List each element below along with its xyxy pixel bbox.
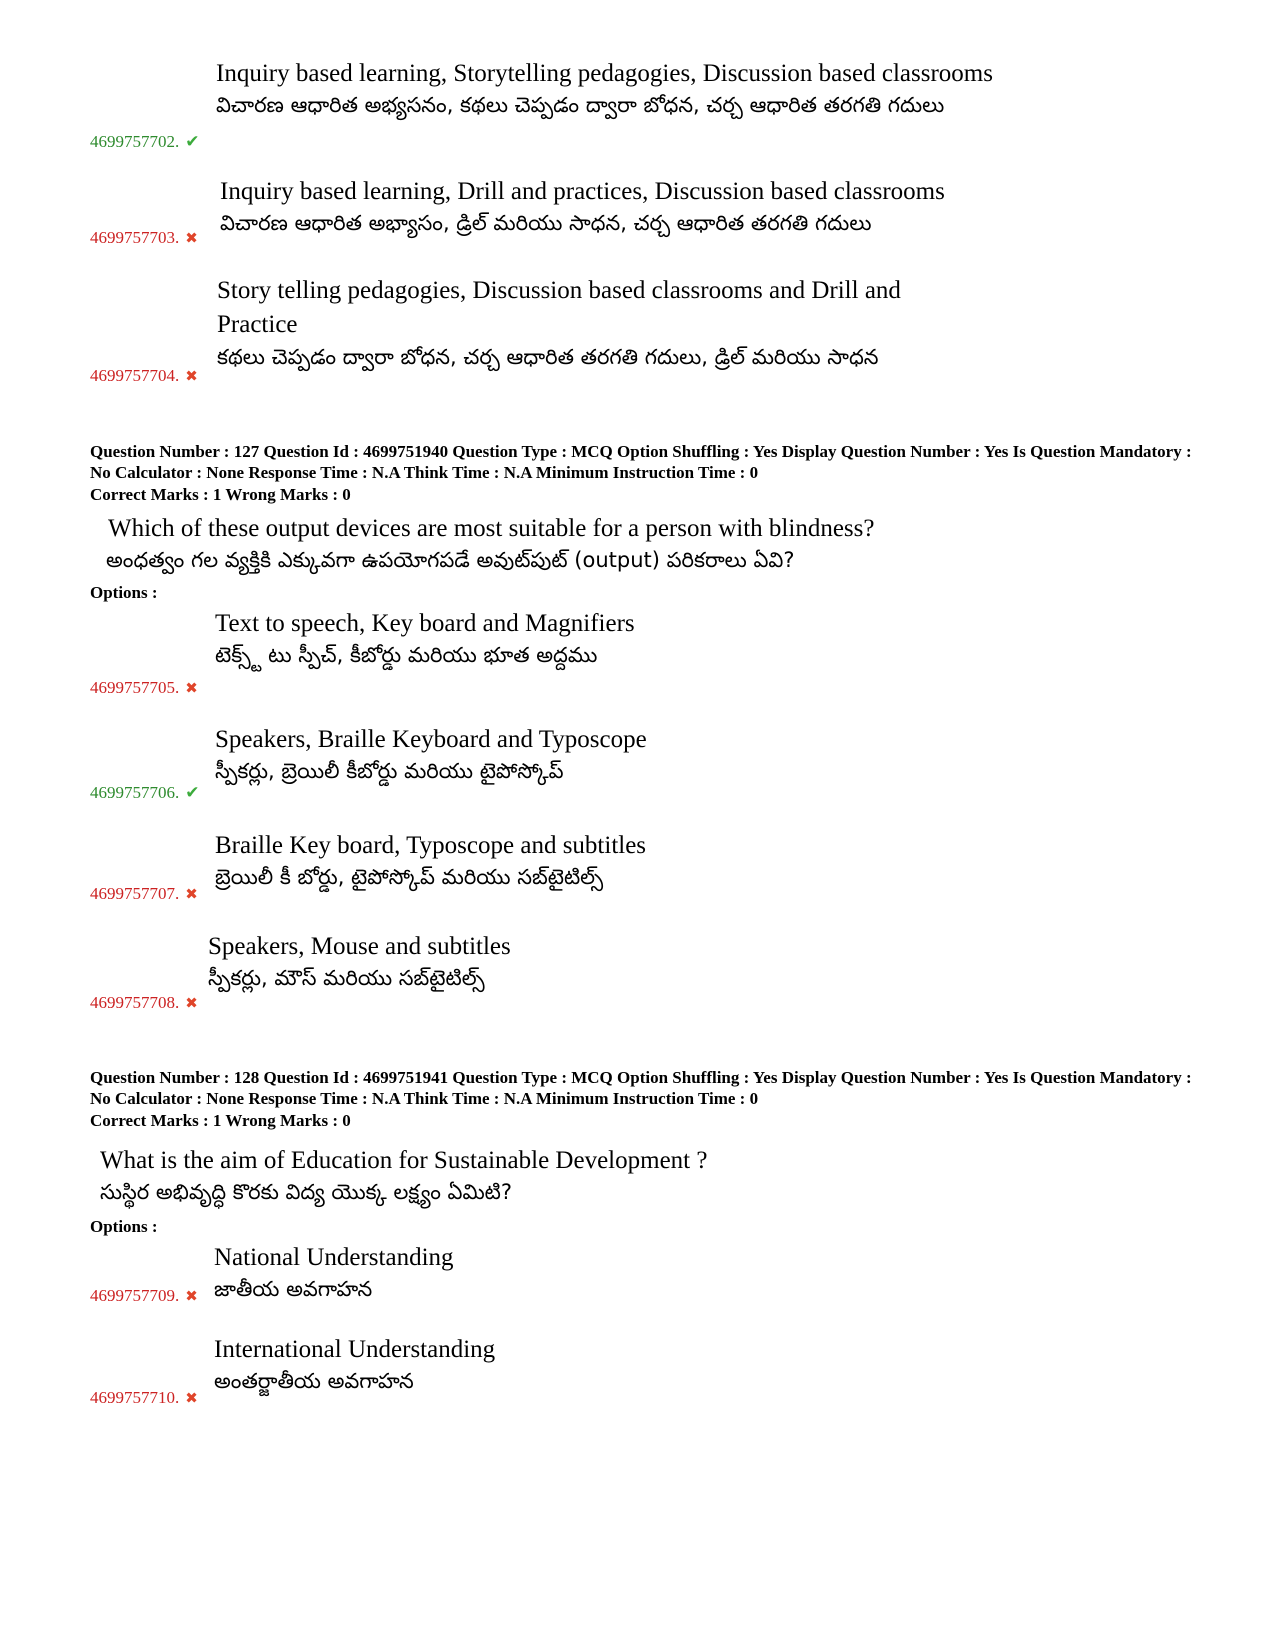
option-text-en: Story telling pedagogies, Discussion based classrooms and Drill and Practice (217, 277, 901, 338)
option-4699757703[interactable] (90, 176, 1190, 256)
option-text-en: Speakers, Braille Keyboard and Typoscope (215, 726, 647, 753)
cross-icon: ✖ (185, 996, 198, 1012)
option-text-en: International Understanding (214, 1336, 496, 1363)
question-text-te: అంధత్వం గల వ్యక్తికి ఎక్కువగా ఉపయోగపడే అవుట్‌పుట్ (output) పరికరాలు ఏవి? (106, 548, 795, 572)
option-4699757705[interactable] (90, 608, 1190, 698)
option-text-en: Braille Key board, Typoscope and subtitles (215, 832, 647, 859)
option-text (208, 931, 1088, 993)
option-text-te: కథలు చెప్పడం ద్వారా బోధన, చర్చ ఆధారిత తరగతి గదులు, డ్రిల్ మరియు సాధన (217, 345, 879, 369)
option-text (214, 1334, 1094, 1396)
question-text-te: సుస్థిర అభివృద్ధి కొరకు విద్య యొక్క లక్ష్యం ఏమిటి? (100, 1180, 513, 1204)
option-4699757706[interactable] (90, 724, 1190, 814)
option-4699757709[interactable] (90, 1242, 1190, 1322)
question-text (100, 1145, 1100, 1207)
option-text-te: బ్రెయిలీ కీ బోర్డు, టైపోస్కోప్ మరియు సబ్‌టైటిల్స్ (215, 865, 604, 889)
option-text (217, 274, 977, 372)
question-meta: Question Number : 127 Question Id : 4699751940 Question Type : MCQ Option Shuffling : Yes Display Question Number : Yes Is Question Mandatory : No Calculator : None Response Time : N.A Think Time : N.A Minimum Instruction Time : 0 (90, 442, 1192, 482)
question-text (108, 513, 1108, 575)
options-label: Options : (90, 583, 158, 602)
option-text (215, 608, 1095, 670)
option-id: 4699757702. ✔ (90, 132, 200, 151)
option-text (215, 724, 1095, 786)
options-label: Options : (90, 1217, 158, 1236)
option-text (220, 176, 1100, 238)
option-4699757704[interactable] (90, 274, 1190, 394)
option-id: 4699757704. ✖ (90, 366, 198, 385)
option-text-en: Inquiry based learning, Drill and practices, Discussion based classrooms (220, 178, 945, 205)
option-text-te: టెక్స్ట్ టు స్పీచ్, కీబోర్డు మరియు భూత అద్దము (215, 643, 598, 667)
cross-icon: ✖ (185, 1289, 198, 1305)
option-id: 4699757707. ✖ (90, 884, 198, 903)
option-text-en: Text to speech, Key board and Magnifiers (215, 610, 635, 637)
option-id: 4699757709. ✖ (90, 1286, 198, 1305)
cross-icon: ✖ (185, 369, 198, 385)
option-text-te: జాతీయ అవగాహన (214, 1277, 373, 1301)
option-text-te: స్పీకర్లు, బ్రెయిలీ కీబోర్డు మరియు టైపోస్కోప్ (215, 759, 564, 783)
option-text-en: National Understanding (214, 1244, 454, 1271)
option-text-te: స్పీకర్లు, మౌస్ మరియు సబ్‌టైటిల్స్ (208, 966, 485, 990)
option-text-en: Inquiry based learning, Storytelling pedagogies, Discussion based classrooms (216, 60, 993, 87)
cross-icon: ✖ (185, 1391, 198, 1407)
option-id: 4699757708. ✖ (90, 993, 198, 1012)
option-id: 4699757705. ✖ (90, 678, 198, 697)
option-text (216, 58, 1096, 120)
question-marks: Correct Marks : 1 Wrong Marks : 0 (90, 1111, 351, 1130)
option-id: 4699757703. ✖ (90, 228, 198, 247)
option-text (215, 830, 1095, 892)
question-meta: Question Number : 128 Question Id : 4699751941 Question Type : MCQ Option Shuffling : Yes Display Question Number : Yes Is Question Mandatory : No Calculator : None Response Time : N.A Think Time : N.A Minimum Instruction Time : 0 (90, 1068, 1192, 1108)
option-4699757710[interactable] (90, 1334, 1190, 1424)
question-text-en: Which of these output devices are most suitable for a person with blindness? (108, 515, 875, 542)
cross-icon: ✖ (185, 681, 198, 697)
option-text-te: విచారణ ఆధారిత అభ్యాసం, డ్రిల్ మరియు సాధన, చర్చ ఆధారిత తరగతి గదులు (220, 211, 872, 235)
option-id: 4699757710. ✖ (90, 1388, 198, 1407)
question-marks: Correct Marks : 1 Wrong Marks : 0 (90, 485, 351, 504)
option-4699757708[interactable] (90, 931, 1190, 1021)
option-id: 4699757706. ✔ (90, 783, 200, 802)
option-4699757707[interactable] (90, 830, 1190, 920)
question-text-en: What is the aim of Education for Sustainable Development ? (100, 1147, 708, 1174)
cross-icon: ✖ (185, 231, 198, 247)
option-text-te: అంతర్జాతీయ అవగాహన (214, 1369, 414, 1393)
option-text-en: Speakers, Mouse and subtitles (208, 933, 511, 960)
check-icon: ✔ (185, 783, 200, 802)
option-text-te: విచారణ ఆధారిత అభ్యసనం, కథలు చెప్పడం ద్వారా బోధన, చర్చ ఆధారిత తరగతి గదులు (216, 93, 945, 117)
option-text (214, 1242, 1094, 1304)
check-icon: ✔ (185, 132, 200, 151)
option-4699757702[interactable] (90, 58, 1190, 158)
cross-icon: ✖ (185, 887, 198, 903)
